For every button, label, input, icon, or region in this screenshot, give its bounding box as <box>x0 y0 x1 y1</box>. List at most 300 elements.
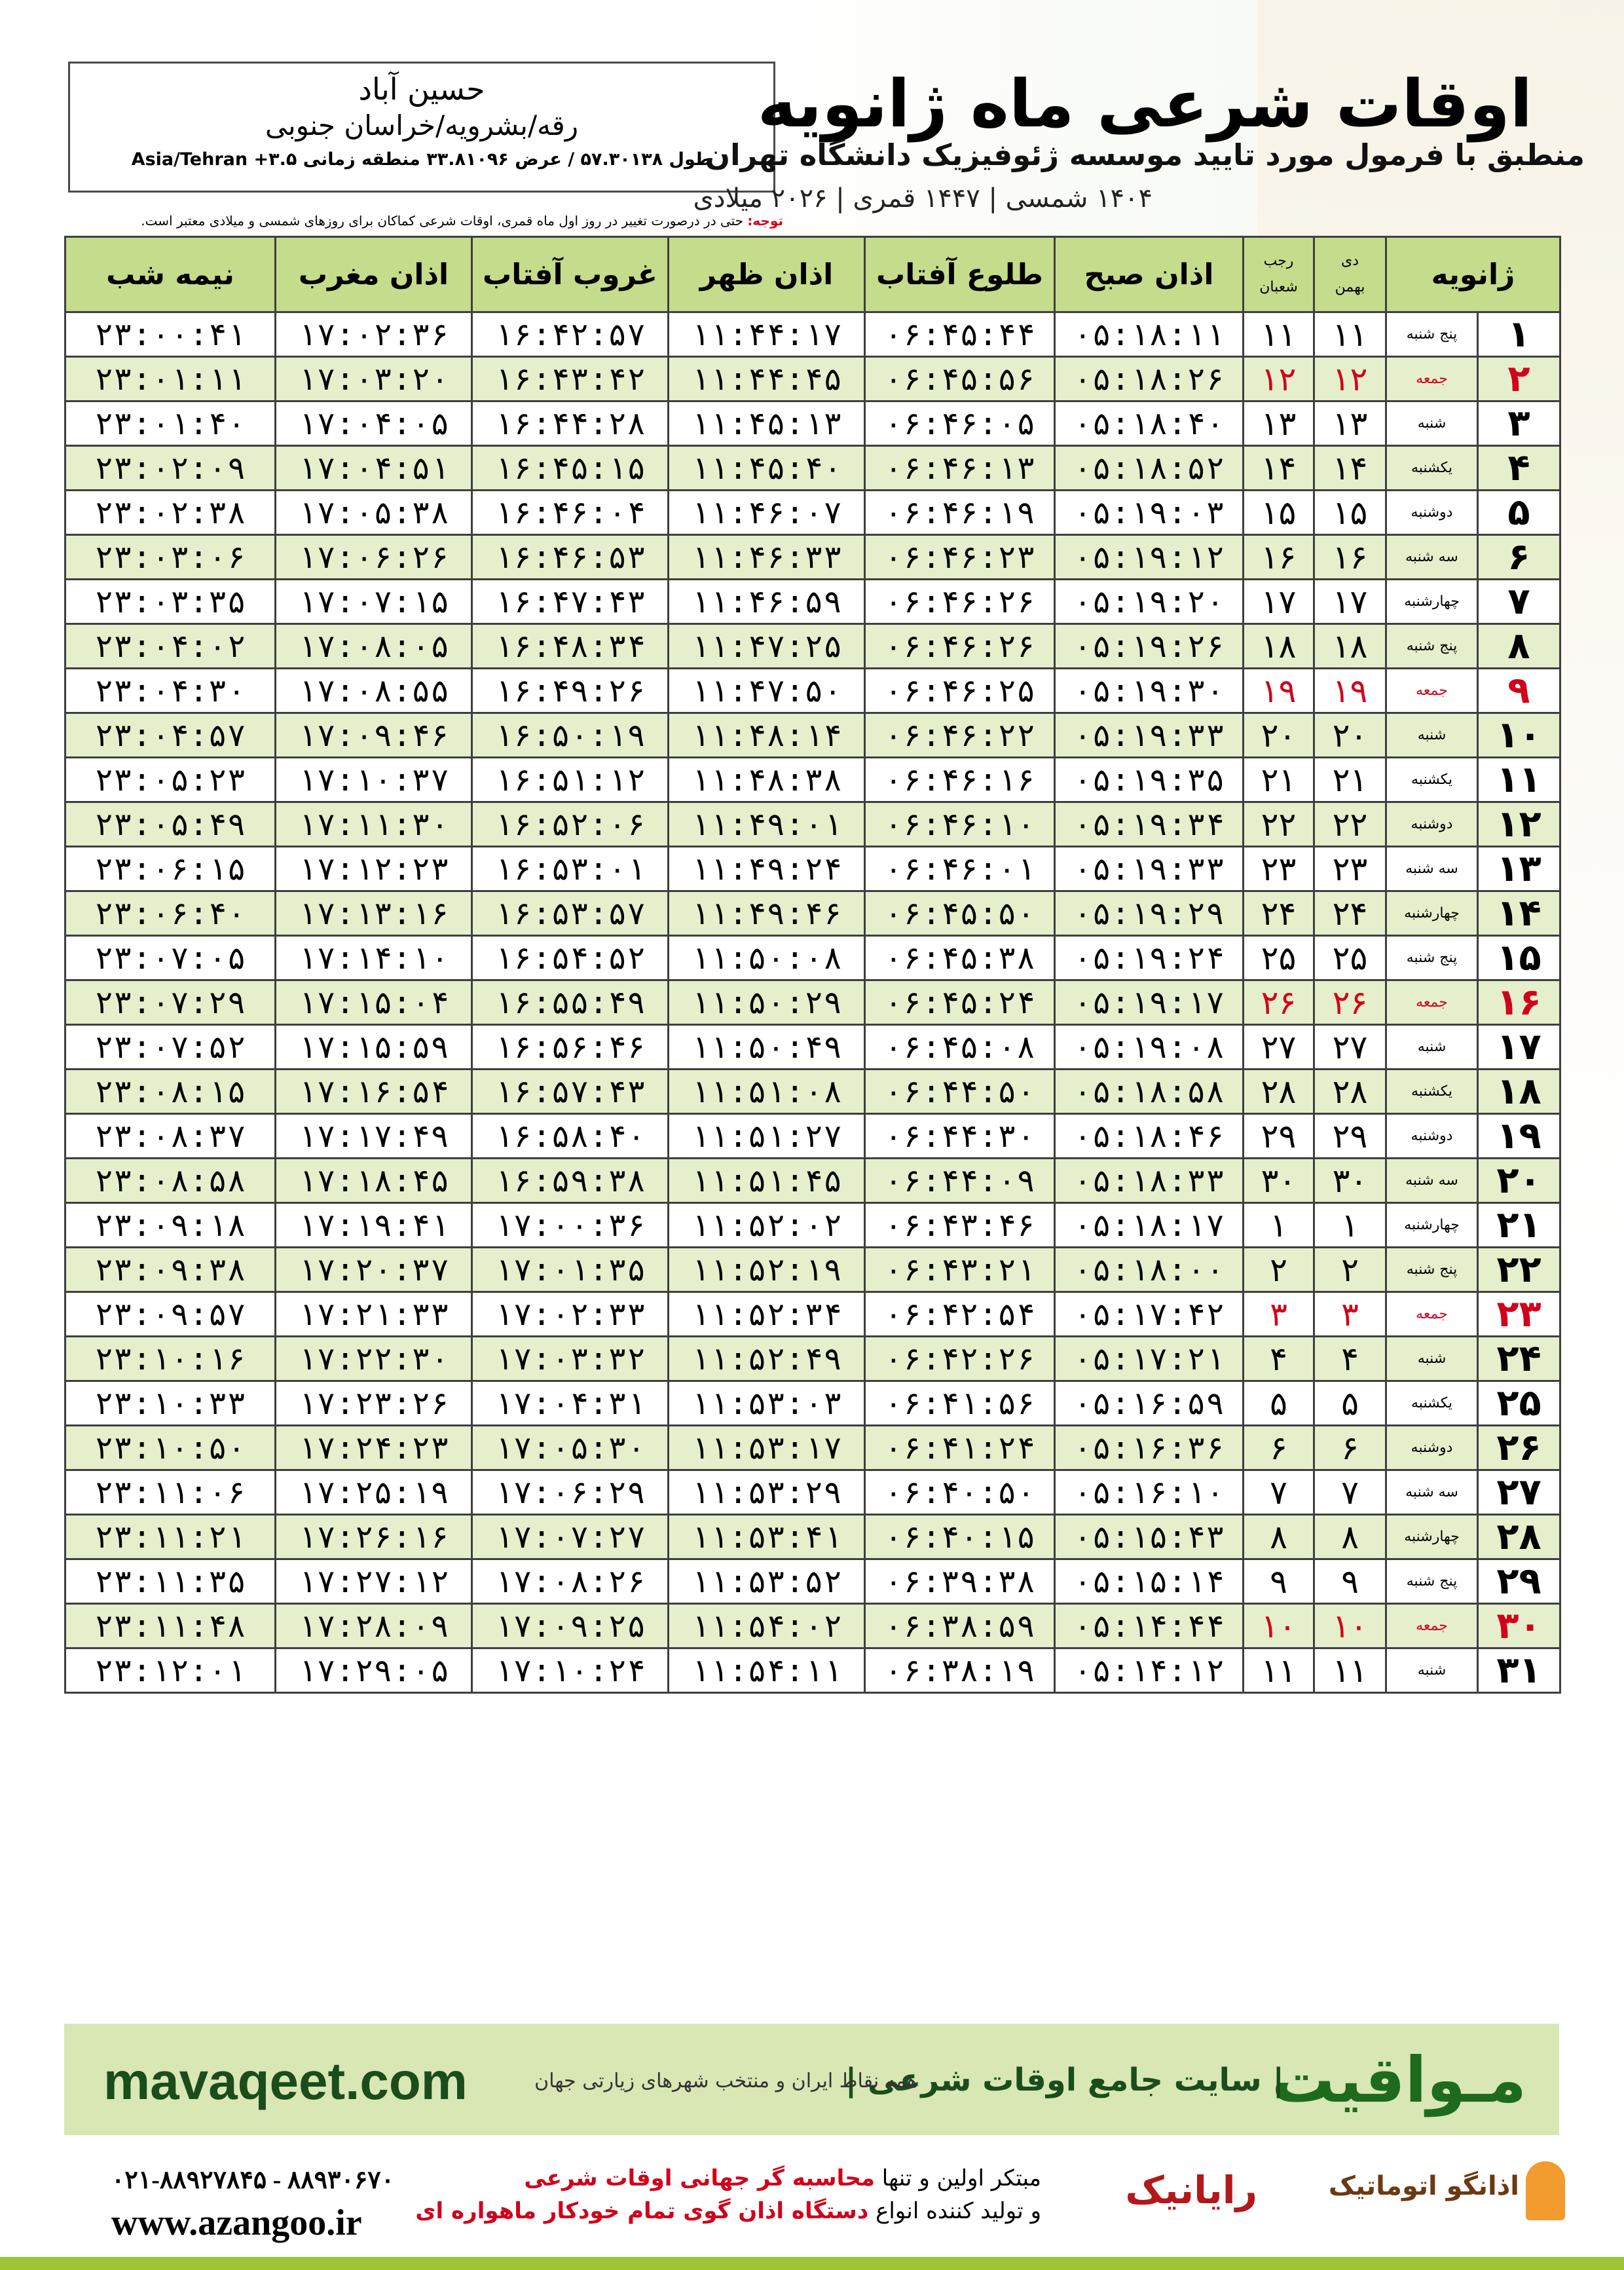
prayer-times-table <box>64 236 1561 1694</box>
cell-dhuhr: ۱۱:۵۲:۴۹ <box>669 1337 865 1381</box>
cell-maghrib: ۱۷:۰۹:۴۶ <box>276 713 472 758</box>
cell-sunset: ۱۶:۴۶:۰۴ <box>472 491 669 535</box>
cell-qamari: ۱۶ <box>1244 535 1314 580</box>
cell-maghrib: ۱۷:۱۳:۱۶ <box>276 891 472 936</box>
cell-dhuhr: ۱۱:۴۹:۰۱ <box>669 802 865 847</box>
azangoo-logo: اذانگو اتوماتیک <box>1328 2171 1519 2201</box>
cell-weekday: جمعه <box>1386 357 1478 401</box>
cell-shamsi: ۱۳ <box>1314 401 1386 446</box>
note <box>63 213 783 229</box>
table-row <box>65 1159 1560 1203</box>
cell-sunset: ۱۶:۵۱:۱۲ <box>472 758 669 802</box>
cell-midnight: ۲۳:۰۹:۳۸ <box>65 1248 276 1292</box>
cell-shamsi: ۳ <box>1314 1292 1386 1337</box>
cell-dhuhr: ۱۱:۵۳:۰۳ <box>669 1381 865 1426</box>
cell-fajr: ۰۵:۱۸:۱۷ <box>1055 1203 1244 1248</box>
cell-maghrib: ۱۷:۰۶:۲۶ <box>276 535 472 580</box>
cell-dhuhr: ۱۱:۴۴:۱۷ <box>669 312 865 357</box>
cell-sunrise: ۰۶:۴۲:۲۶ <box>865 1337 1055 1381</box>
cell-fajr: ۰۵:۱۸:۳۳ <box>1055 1159 1244 1203</box>
cell-sunset: ۱۶:۴۵:۱۵ <box>472 446 669 491</box>
cell-qamari: ۲۶ <box>1244 980 1314 1025</box>
cell-sunset: ۱۷:۰۸:۲۶ <box>472 1559 669 1604</box>
cell-qamari: ۲۷ <box>1244 1025 1314 1070</box>
cell-dhuhr: ۱۱:۴۶:۵۹ <box>669 580 865 624</box>
cell-weekday: شنبه <box>1386 713 1478 758</box>
cell-shamsi: ۲۵ <box>1314 936 1386 980</box>
cell-dhuhr: ۱۱:۵۲:۳۴ <box>669 1292 865 1337</box>
cell-fajr: ۰۵:۱۹:۳۵ <box>1055 758 1244 802</box>
table-row <box>65 401 1560 446</box>
table-row <box>65 1114 1560 1159</box>
cell-fajr: ۰۵:۱۴:۱۲ <box>1055 1648 1244 1693</box>
cell-sunset: ۱۶:۵۳:۰۱ <box>472 847 669 891</box>
cell-sunset: ۱۶:۵۴:۵۲ <box>472 936 669 980</box>
cell-maghrib: ۱۷:۲۳:۲۶ <box>276 1381 472 1426</box>
cell-fajr: ۰۵:۱۹:۲۴ <box>1055 936 1244 980</box>
cell-sunset: ۱۶:۴۹:۲۶ <box>472 669 669 713</box>
cell-shamsi: ۷ <box>1314 1470 1386 1515</box>
cell-fajr: ۰۵:۱۹:۰۳ <box>1055 491 1244 535</box>
cell-sunrise: ۰۶:۴۵:۳۸ <box>865 936 1055 980</box>
cell-maghrib: ۱۷:۰۸:۵۵ <box>276 669 472 713</box>
cell-midnight: ۲۳:۰۳:۳۵ <box>65 580 276 624</box>
cell-shamsi: ۲۴ <box>1314 891 1386 936</box>
cell-shamsi: ۲۸ <box>1314 1070 1386 1114</box>
cell-sunrise: ۰۶:۴۵:۵۶ <box>865 357 1055 401</box>
cell-weekday: چهارشنبه <box>1386 1203 1478 1248</box>
cell-day: ۱۰ <box>1478 713 1560 758</box>
table-row <box>65 446 1560 491</box>
cell-sunrise: ۰۶:۴۶:۱۰ <box>865 802 1055 847</box>
table-row <box>65 580 1560 624</box>
cell-shamsi: ۱ <box>1314 1203 1386 1248</box>
cell-sunset: ۱۷:۰۷:۲۷ <box>472 1515 669 1559</box>
cell-midnight: ۲۳:۰۵:۲۳ <box>65 758 276 802</box>
cell-midnight: ۲۳:۰۴:۳۰ <box>65 669 276 713</box>
cell-weekday: دوشنبه <box>1386 1426 1478 1470</box>
cell-maghrib: ۱۷:۱۷:۴۹ <box>276 1114 472 1159</box>
cell-midnight: ۲۳:۰۶:۱۵ <box>65 847 276 891</box>
cell-shamsi: ۶ <box>1314 1426 1386 1470</box>
cell-shamsi: ۸ <box>1314 1515 1386 1559</box>
cell-shamsi: ۱۰ <box>1314 1604 1386 1648</box>
cell-dhuhr: ۱۱:۴۷:۵۰ <box>669 669 865 713</box>
table-row <box>65 1337 1560 1381</box>
brand-logo-text: مـواقیت <box>1271 2043 1526 2117</box>
cell-fajr: ۰۵:۱۶:۱۰ <box>1055 1470 1244 1515</box>
bottom-bar <box>0 2257 1624 2270</box>
cell-sunset: ۱۷:۰۱:۳۵ <box>472 1248 669 1292</box>
cell-sunrise: ۰۶:۴۶:۲۳ <box>865 535 1055 580</box>
cell-midnight: ۲۳:۱۱:۴۸ <box>65 1604 276 1648</box>
cell-maghrib: ۱۷:۱۱:۳۰ <box>276 802 472 847</box>
cell-sunrise: ۰۶:۳۸:۵۹ <box>865 1604 1055 1648</box>
cell-midnight: ۲۳:۰۱:۴۰ <box>65 401 276 446</box>
cell-midnight: ۲۳:۱۰:۱۶ <box>65 1337 276 1381</box>
cell-sunset: ۱۶:۵۶:۴۶ <box>472 1025 669 1070</box>
table-row <box>65 535 1560 580</box>
promo-line-1-b: محاسبه گر جهانی اوقات شرعی <box>524 2165 875 2191</box>
cell-qamari: ۵ <box>1244 1381 1314 1426</box>
cell-fajr: ۰۵:۱۸:۲۶ <box>1055 357 1244 401</box>
cell-qamari: ۷ <box>1244 1470 1314 1515</box>
header-sunset: غروب آفتاب <box>472 237 669 312</box>
table-row <box>65 491 1560 535</box>
cell-dhuhr: ۱۱:۵۴:۱۱ <box>669 1648 865 1693</box>
promo-line-2-b: دستگاه اذان گوی تمام خودکار ماهواره ای <box>415 2198 869 2224</box>
table-header-row <box>65 237 1560 312</box>
cell-day: ۱۵ <box>1478 936 1560 980</box>
cell-maghrib: ۱۷:۲۱:۳۳ <box>276 1292 472 1337</box>
rayanik-logo: رایانیک <box>1125 2168 1257 2212</box>
note-text: حتی در درصورت تغییر در روز اول ماه قمری، اوقات شرعی کماکان برای روزهای شمسی و میلادی معتبر است. <box>141 213 744 229</box>
cell-sunset: ۱۶:۴۴:۲۸ <box>472 401 669 446</box>
cell-sunrise: ۰۶:۴۶:۲۲ <box>865 713 1055 758</box>
cell-weekday: سه شنبه <box>1386 847 1478 891</box>
cell-shamsi: ۲۰ <box>1314 713 1386 758</box>
cell-day: ۲۰ <box>1478 1159 1560 1203</box>
cell-midnight: ۲۳:۰۱:۱۱ <box>65 357 276 401</box>
header-qamari <box>1244 237 1314 312</box>
cell-shamsi: ۱۶ <box>1314 535 1386 580</box>
cell-sunrise: ۰۶:۴۶:۱۳ <box>865 446 1055 491</box>
cell-dhuhr: ۱۱:۵۳:۴۱ <box>669 1515 865 1559</box>
cell-sunrise: ۰۶:۳۸:۱۹ <box>865 1648 1055 1693</box>
cell-fajr: ۰۵:۱۹:۱۲ <box>1055 535 1244 580</box>
cell-qamari: ۱۲ <box>1244 357 1314 401</box>
cell-day: ۳۱ <box>1478 1648 1560 1693</box>
cell-dhuhr: ۱۱:۴۴:۴۵ <box>669 357 865 401</box>
cell-maghrib: ۱۷:۱۵:۵۹ <box>276 1025 472 1070</box>
cell-sunrise: ۰۶:۴۶:۱۹ <box>865 491 1055 535</box>
cell-sunrise: ۰۶:۴۴:۳۰ <box>865 1114 1055 1159</box>
cell-sunrise: ۰۶:۴۶:۰۱ <box>865 847 1055 891</box>
cell-maghrib: ۱۷:۰۲:۳۶ <box>276 312 472 357</box>
cell-day: ۳۰ <box>1478 1604 1560 1648</box>
cell-day: ۱۶ <box>1478 980 1560 1025</box>
table-row <box>65 1515 1560 1559</box>
location-box <box>68 62 775 193</box>
cell-fajr: ۰۵:۱۹:۲۹ <box>1055 891 1244 936</box>
promo-line-2-a: و تولید کننده انواع <box>876 2198 1041 2224</box>
cell-midnight: ۲۳:۰۳:۰۶ <box>65 535 276 580</box>
header-shamsi-top: دی <box>1340 253 1359 269</box>
cell-sunset: ۱۶:۴۷:۴۳ <box>472 580 669 624</box>
cell-midnight: ۲۳:۰۷:۲۹ <box>65 980 276 1025</box>
table-row <box>65 980 1560 1025</box>
cell-weekday: شنبه <box>1386 1025 1478 1070</box>
cell-dhuhr: ۱۱:۵۱:۲۷ <box>669 1114 865 1159</box>
cell-qamari: ۲۳ <box>1244 847 1314 891</box>
cell-day: ۵ <box>1478 491 1560 535</box>
cell-shamsi: ۱۱ <box>1314 312 1386 357</box>
cell-sunrise: ۰۶:۴۶:۰۵ <box>865 401 1055 446</box>
cell-day: ۲۱ <box>1478 1203 1560 1248</box>
cell-sunset: ۱۷:۰۲:۳۳ <box>472 1292 669 1337</box>
cell-maghrib: ۱۷:۱۴:۱۰ <box>276 936 472 980</box>
cell-weekday: پنج شنبه <box>1386 312 1478 357</box>
cell-fajr: ۰۵:۱۹:۲۶ <box>1055 624 1244 669</box>
cell-fajr: ۰۵:۱۸:۱۱ <box>1055 312 1244 357</box>
cell-midnight: ۲۳:۰۷:۵۲ <box>65 1025 276 1070</box>
cell-fajr: ۰۵:۱۹:۱۷ <box>1055 980 1244 1025</box>
cell-shamsi: ۱۴ <box>1314 446 1386 491</box>
cell-midnight: ۲۳:۰۶:۴۰ <box>65 891 276 936</box>
cell-maghrib: ۱۷:۰۴:۵۱ <box>276 446 472 491</box>
header-shamsi <box>1314 237 1386 312</box>
cell-day: ۱۱ <box>1478 758 1560 802</box>
cell-sunrise: ۰۶:۴۱:۲۴ <box>865 1426 1055 1470</box>
cell-dhuhr: ۱۱:۵۳:۱۷ <box>669 1426 865 1470</box>
cell-dhuhr: ۱۱:۵۲:۰۲ <box>669 1203 865 1248</box>
cell-qamari: ۳۰ <box>1244 1159 1314 1203</box>
cell-maghrib: ۱۷:۲۵:۱۹ <box>276 1470 472 1515</box>
cell-fajr: ۰۵:۱۸:۴۶ <box>1055 1114 1244 1159</box>
cell-midnight: ۲۳:۱۱:۰۶ <box>65 1470 276 1515</box>
cell-maghrib: ۱۷:۱۸:۴۵ <box>276 1159 472 1203</box>
cell-qamari: ۹ <box>1244 1559 1314 1604</box>
cell-sunrise: ۰۶:۴۵:۲۴ <box>865 980 1055 1025</box>
cell-midnight: ۲۳:۰۷:۰۵ <box>65 936 276 980</box>
cell-weekday: دوشنبه <box>1386 491 1478 535</box>
cell-day: ۲۴ <box>1478 1337 1560 1381</box>
cell-fajr: ۰۵:۱۸:۴۰ <box>1055 401 1244 446</box>
table-row <box>65 802 1560 847</box>
azangoo-url[interactable]: www.azangoo.ir <box>111 2203 362 2243</box>
note-label: توجه: <box>747 213 783 229</box>
cell-weekday: سه شنبه <box>1386 535 1478 580</box>
cell-qamari: ۳ <box>1244 1292 1314 1337</box>
cell-sunrise: ۰۶:۴۰:۱۵ <box>865 1515 1055 1559</box>
cell-sunset: ۱۶:۵۵:۴۹ <box>472 980 669 1025</box>
cell-sunset: ۱۷:۰۴:۳۱ <box>472 1381 669 1426</box>
table-row <box>65 891 1560 936</box>
cell-sunrise: ۰۶:۴۵:۵۰ <box>865 891 1055 936</box>
cell-dhuhr: ۱۱:۴۸:۱۴ <box>669 713 865 758</box>
cell-sunrise: ۰۶:۴۶:۲۶ <box>865 580 1055 624</box>
cell-fajr: ۰۵:۱۹:۳۰ <box>1055 669 1244 713</box>
table-row <box>65 1248 1560 1292</box>
promo-line-1-a: مبتکر اولین و تنها <box>881 2165 1041 2191</box>
cell-fajr: ۰۵:۱۹:۳۴ <box>1055 802 1244 847</box>
page-title: اوقات شرعی ماه ژانویه <box>757 65 1532 142</box>
cell-sunset: ۱۶:۵۹:۳۸ <box>472 1159 669 1203</box>
cell-maghrib: ۱۷:۰۵:۳۸ <box>276 491 472 535</box>
cell-dhuhr: ۱۱:۴۶:۳۳ <box>669 535 865 580</box>
cell-day: ۳ <box>1478 401 1560 446</box>
table-row <box>65 1604 1560 1648</box>
cell-day: ۲۸ <box>1478 1515 1560 1559</box>
cell-sunset: ۱۷:۱۰:۲۴ <box>472 1648 669 1693</box>
cell-day: ۱۹ <box>1478 1114 1560 1159</box>
cell-maghrib: ۱۷:۲۶:۱۶ <box>276 1515 472 1559</box>
cell-day: ۱۳ <box>1478 847 1560 891</box>
cell-shamsi: ۳۰ <box>1314 1159 1386 1203</box>
cell-day: ۸ <box>1478 624 1560 669</box>
cell-sunrise: ۰۶:۴۲:۵۴ <box>865 1292 1055 1337</box>
cell-dhuhr: ۱۱:۴۵:۱۳ <box>669 401 865 446</box>
cell-sunset: ۱۷:۰۵:۳۰ <box>472 1426 669 1470</box>
cell-shamsi: ۲۷ <box>1314 1025 1386 1070</box>
cell-day: ۱۴ <box>1478 891 1560 936</box>
cell-sunrise: ۰۶:۴۱:۵۶ <box>865 1381 1055 1426</box>
cell-weekday: دوشنبه <box>1386 802 1478 847</box>
cell-sunrise: ۰۶:۴۰:۵۰ <box>865 1470 1055 1515</box>
cell-midnight: ۲۳:۱۲:۰۱ <box>65 1648 276 1693</box>
cell-dhuhr: ۱۱:۵۴:۰۲ <box>669 1604 865 1648</box>
cell-dhuhr: ۱۱:۴۶:۰۷ <box>669 491 865 535</box>
cell-shamsi: ۱۹ <box>1314 669 1386 713</box>
cell-sunset: ۱۷:۰۳:۳۲ <box>472 1337 669 1381</box>
cell-qamari: ۲۴ <box>1244 891 1314 936</box>
table-row <box>65 312 1560 357</box>
cell-shamsi: ۱۵ <box>1314 491 1386 535</box>
cell-midnight: ۲۳:۱۱:۳۵ <box>65 1559 276 1604</box>
cell-maghrib: ۱۷:۲۰:۳۷ <box>276 1248 472 1292</box>
cell-qamari: ۴ <box>1244 1337 1314 1381</box>
cell-maghrib: ۱۷:۰۳:۲۰ <box>276 357 472 401</box>
cell-day: ۷ <box>1478 580 1560 624</box>
cell-day: ۱۷ <box>1478 1025 1560 1070</box>
table-row <box>65 713 1560 758</box>
table-row <box>65 1070 1560 1114</box>
cell-sunset: ۱۶:۵۸:۴۰ <box>472 1114 669 1159</box>
cell-maghrib: ۱۷:۱۰:۳۷ <box>276 758 472 802</box>
cell-weekday: سه شنبه <box>1386 1159 1478 1203</box>
cell-weekday: سه شنبه <box>1386 1470 1478 1515</box>
cell-fajr: ۰۵:۱۵:۱۴ <box>1055 1559 1244 1604</box>
cell-qamari: ۶ <box>1244 1426 1314 1470</box>
cell-midnight: ۲۳:۰۸:۱۵ <box>65 1070 276 1114</box>
cell-sunrise: ۰۶:۴۵:۴۴ <box>865 312 1055 357</box>
cell-fajr: ۰۵:۱۸:۰۰ <box>1055 1248 1244 1292</box>
header-fajr: اذان صبح <box>1055 237 1244 312</box>
coordinates: طول ۵۷.۳۰۱۳۸ / عرض ۳۳.۸۱۰۹۶ منطقه زمانی ۳.۵+ Asia/Tehran <box>131 149 712 170</box>
cell-maghrib: ۱۷:۲۲:۳۰ <box>276 1337 472 1381</box>
cell-dhuhr: ۱۱:۵۰:۲۹ <box>669 980 865 1025</box>
region-name: رقه/بشرویه/خراسان جنوبی <box>265 109 579 141</box>
cell-qamari: ۱۹ <box>1244 669 1314 713</box>
cell-maghrib: ۱۷:۰۸:۰۵ <box>276 624 472 669</box>
cell-maghrib: ۱۷:۱۶:۵۴ <box>276 1070 472 1114</box>
cell-shamsi: ۱۲ <box>1314 357 1386 401</box>
cell-weekday: یکشنبه <box>1386 1070 1478 1114</box>
cell-dhuhr: ۱۱:۵۳:۵۲ <box>669 1559 865 1604</box>
cell-weekday: شنبه <box>1386 1648 1478 1693</box>
cell-shamsi: ۲ <box>1314 1248 1386 1292</box>
cell-shamsi: ۲۱ <box>1314 758 1386 802</box>
cell-fajr: ۰۵:۱۹:۳۳ <box>1055 713 1244 758</box>
header-sunrise: طلوع آفتاب <box>865 237 1055 312</box>
cell-day: ۲۵ <box>1478 1381 1560 1426</box>
cell-shamsi: ۱۷ <box>1314 580 1386 624</box>
cell-sunrise: ۰۶:۴۵:۰۸ <box>865 1025 1055 1070</box>
cell-maghrib: ۱۷:۰۷:۱۵ <box>276 580 472 624</box>
cell-sunset: ۱۷:۰۰:۳۶ <box>472 1203 669 1248</box>
cell-shamsi: ۱۱ <box>1314 1648 1386 1693</box>
cell-day: ۲۶ <box>1478 1426 1560 1470</box>
cell-sunset: ۱۷:۰۹:۲۵ <box>472 1604 669 1648</box>
table-row <box>65 669 1560 713</box>
cell-sunrise: ۰۶:۴۳:۴۶ <box>865 1203 1055 1248</box>
header-midnight: نیمه شب <box>65 237 276 312</box>
cell-weekday: چهارشنبه <box>1386 1515 1478 1559</box>
site-url[interactable]: mavaqeet.com <box>103 2052 468 2110</box>
cell-day: ۱ <box>1478 312 1560 357</box>
cell-sunrise: ۰۶:۴۳:۲۱ <box>865 1248 1055 1292</box>
cell-qamari: ۱۱ <box>1244 1648 1314 1693</box>
cell-midnight: ۲۳:۰۸:۳۷ <box>65 1114 276 1159</box>
cell-weekday: دوشنبه <box>1386 1114 1478 1159</box>
cell-qamari: ۱۴ <box>1244 446 1314 491</box>
cell-weekday: جمعه <box>1386 1604 1478 1648</box>
cell-fajr: ۰۵:۱۵:۴۳ <box>1055 1515 1244 1559</box>
cell-shamsi: ۱۸ <box>1314 624 1386 669</box>
cell-day: ۲۲ <box>1478 1248 1560 1292</box>
cell-sunset: ۱۶:۵۷:۴۳ <box>472 1070 669 1114</box>
table-row <box>65 847 1560 891</box>
table-row <box>65 758 1560 802</box>
cell-dhuhr: ۱۱:۴۸:۳۸ <box>669 758 865 802</box>
cell-sunrise: ۰۶:۳۹:۳۸ <box>865 1559 1055 1604</box>
table-row <box>65 357 1560 401</box>
page-subtitle: منطبق با فرمول مورد تایید موسسه ژئوفیزیک دانشگاه تهران <box>705 138 1585 172</box>
cell-maghrib: ۱۷:۲۹:۰۵ <box>276 1648 472 1693</box>
cell-weekday: جمعه <box>1386 1292 1478 1337</box>
year-dates: ۱۴۰۴ شمسی | ۱۴۴۷ قمری | ۲۰۲۶ میلادی <box>693 183 1153 214</box>
cell-qamari: ۲۵ <box>1244 936 1314 980</box>
cell-qamari: ۱۸ <box>1244 624 1314 669</box>
cell-weekday: شنبه <box>1386 401 1478 446</box>
cell-fajr: ۰۵:۱۷:۴۲ <box>1055 1292 1244 1337</box>
cell-day: ۱۸ <box>1478 1070 1560 1114</box>
cell-day: ۲۷ <box>1478 1470 1560 1515</box>
table-row <box>65 1381 1560 1426</box>
cell-dhuhr: ۱۱:۵۰:۴۹ <box>669 1025 865 1070</box>
cell-fajr: ۰۵:۱۹:۲۰ <box>1055 580 1244 624</box>
cell-sunrise: ۰۶:۴۶:۱۶ <box>865 758 1055 802</box>
cell-day: ۱۲ <box>1478 802 1560 847</box>
cell-weekday: یکشنبه <box>1386 758 1478 802</box>
header-shamsi-bottom: بهمن <box>1335 279 1365 295</box>
cell-day: ۹ <box>1478 669 1560 713</box>
cell-qamari: ۱ <box>1244 1203 1314 1248</box>
cell-weekday: چهارشنبه <box>1386 891 1478 936</box>
cell-sunset: ۱۶:۵۲:۰۶ <box>472 802 669 847</box>
cell-dhuhr: ۱۱:۵۱:۰۸ <box>669 1070 865 1114</box>
cell-midnight: ۲۳:۱۰:۳۳ <box>65 1381 276 1426</box>
table-row <box>65 1292 1560 1337</box>
cell-midnight: ۲۳:۱۱:۲۱ <box>65 1515 276 1559</box>
cell-sunset: ۱۶:۵۰:۱۹ <box>472 713 669 758</box>
cell-dhuhr: ۱۱:۴۷:۲۵ <box>669 624 865 669</box>
cell-day: ۶ <box>1478 535 1560 580</box>
cell-midnight: ۲۳:۰۰:۴۱ <box>65 312 276 357</box>
cell-shamsi: ۲۶ <box>1314 980 1386 1025</box>
cell-fajr: ۰۵:۱۶:۳۶ <box>1055 1426 1244 1470</box>
cell-sunset: ۱۶:۴۲:۵۷ <box>472 312 669 357</box>
cell-maghrib: ۱۷:۲۴:۲۳ <box>276 1426 472 1470</box>
cell-sunrise: ۰۶:۴۶:۲۵ <box>865 669 1055 713</box>
cell-qamari: ۲۹ <box>1244 1114 1314 1159</box>
table-row <box>65 1203 1560 1248</box>
cell-midnight: ۲۳:۱۰:۵۰ <box>65 1426 276 1470</box>
cell-sunset: ۱۷:۰۶:۲۹ <box>472 1470 669 1515</box>
cell-weekday: پنج شنبه <box>1386 1248 1478 1292</box>
header-dhuhr: اذان ظهر <box>669 237 865 312</box>
cell-sunset: ۱۶:۴۳:۴۲ <box>472 357 669 401</box>
